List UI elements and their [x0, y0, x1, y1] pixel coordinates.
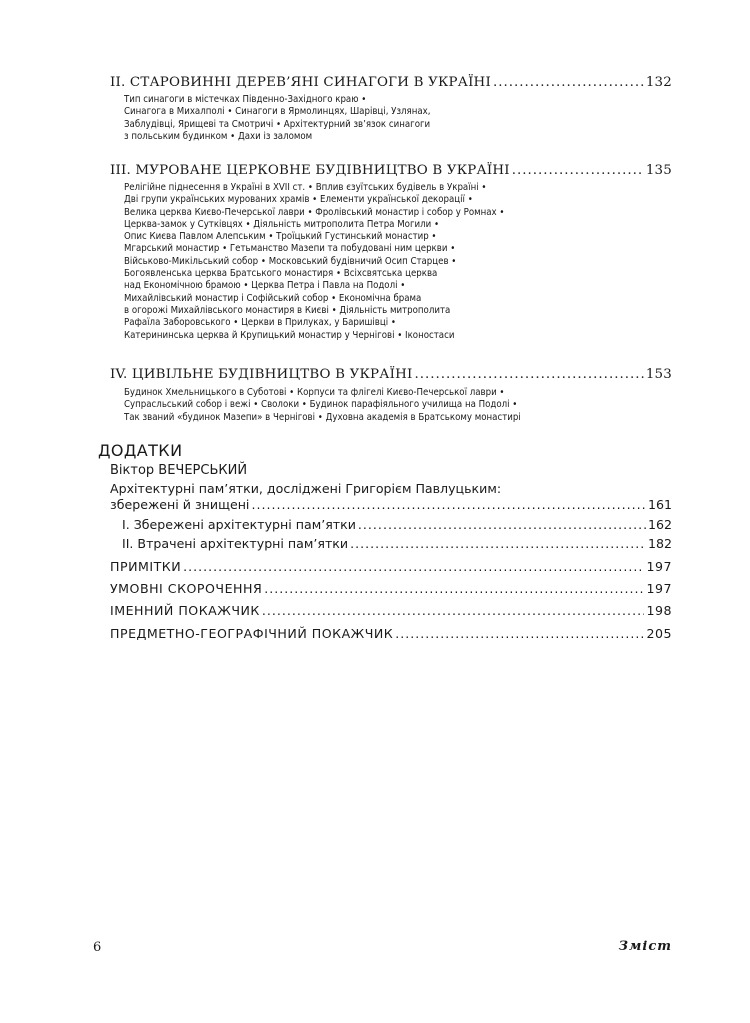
summary-line: Так званий «будинок Мазепи» в Чернігові • Духовна академія в Братському монастирі [124, 411, 521, 423]
summary-line: в огорожі Михайлівського монастиря в Києві • Діяльність митрополита [124, 304, 451, 316]
toc-section-4[interactable] [110, 367, 672, 382]
entry-title: ІМЕННИЙ ПОКАЖЧИК [110, 603, 260, 618]
summary-line: Військово-Микільський собор • Московський будівничий Осип Старцев • [124, 255, 457, 267]
running-title: Зміст [618, 939, 672, 954]
dot-leader [183, 559, 644, 574]
entry-page-number: 198 [646, 603, 672, 618]
summary-line: Тип синагоги в містечках Південно-Західного краю • [124, 94, 367, 105]
section-4-summary [124, 387, 684, 424]
entry-title: ПРЕДМЕТНО-ГЕОГРАФІЧНИЙ ПОКАЖЧИК [110, 626, 394, 641]
appendix-author: Віктор ВЕЧЕРСЬКИЙ [110, 463, 248, 478]
section-title: IV. ЦИВІЛЬНЕ БУДІВНИЦТВО В УКРАЇНІ [110, 367, 413, 382]
summary-line: Богоявленська церква Братського монастиря • Всіхсвятська церква [124, 268, 438, 280]
toc-notes[interactable] [110, 559, 672, 574]
section-3-summary [124, 182, 684, 342]
summary-line: Заблудівці, Ярищеві та Смотричі • Архітектурний зв’язок синагоги [124, 118, 431, 130]
dot-leader [395, 626, 644, 641]
summary-line: Мгарський монастир • Гетьманство Мазепи та побудовані ним церкви • [124, 243, 456, 255]
section-page-number: 153 [645, 367, 672, 382]
dot-leader [512, 163, 644, 178]
summary-line: Михайлівський монастир і Софійський собор • Економічна брама [124, 292, 422, 304]
dot-leader [262, 603, 645, 618]
summary-line: Дві групи українських мурованих храмів • Елементи української декорації • [124, 194, 473, 206]
summary-line: над Економічною брамою • Церква Петра і Павла на Подолі • [124, 280, 406, 292]
appendix-title-line1: Архітектурні пам’ятки, досліджені Григорієм Павлуцьким: [110, 481, 502, 496]
dot-leader [493, 75, 644, 90]
section-title: III. МУРОВАНЕ ЦЕРКОВНЕ БУДІВНИЦТВО В УКРАЇНІ [110, 163, 510, 178]
appendix-part-title: I. Збережені архітектурні пам’ятки [122, 517, 356, 532]
appendix-part-page: 182 [647, 536, 672, 551]
entry-page-number: 197 [646, 581, 672, 596]
summary-line: з польським будинком • Дахи із заломом [124, 130, 313, 142]
toc-appendix-part-2[interactable] [122, 536, 672, 551]
toc-subject-index[interactable] [110, 626, 672, 641]
dot-leader [358, 517, 646, 532]
appendix-part-title: II. Втрачені архітектурні пам’ятки [122, 536, 349, 551]
entry-page-number: 205 [646, 626, 672, 641]
entry-title: УМОВНІ СКОРОЧЕННЯ [110, 581, 263, 596]
summary-line: Церква-замок у Сутківцях • Діяльність митрополита Петра Могили • [124, 218, 440, 230]
summary-line: Супрасльський собор і вежі • Сволоки • Будинок парафіяльного училища на Подолі • [124, 399, 518, 411]
dot-leader [251, 497, 646, 512]
toc-section-2[interactable] [110, 75, 672, 90]
summary-line: Рафаїла Заборовського • Церкви в Прилуках, у Баришівці • [124, 317, 396, 329]
page-number: 6 [93, 940, 102, 955]
toc-appendix-main[interactable] [110, 497, 672, 512]
toc-abbreviations[interactable] [110, 581, 672, 596]
section-page-number: 135 [645, 163, 672, 178]
entry-page-number: 197 [646, 559, 672, 574]
summary-line: Будинок Хмельницького в Суботові • Корпуси та флігелі Києво-Печерської лаври • [124, 387, 505, 398]
dot-leader [350, 536, 646, 551]
appendix-title-line2: збережені й знищені [110, 497, 250, 512]
appendix-heading: ДОДАТКИ [98, 441, 183, 460]
toc-section-3[interactable] [110, 163, 672, 178]
summary-line: Синагога в Михалполі • Синагоги в Ярмолинцях, Шарівці, Узлянах, [124, 106, 431, 118]
dot-leader [264, 581, 644, 596]
appendix-page-number: 161 [647, 497, 672, 512]
appendix-part-page: 162 [647, 517, 672, 532]
section-page-number: 132 [645, 75, 672, 90]
dot-leader [414, 367, 643, 382]
entry-title: ПРИМІТКИ [110, 559, 182, 574]
toc-name-index[interactable] [110, 603, 672, 618]
summary-line: Опис Києва Павлом Алепським • Троїцький Густинський монастир • [124, 231, 437, 243]
section-2-summary [124, 94, 684, 143]
summary-line: Велика церква Києво-Печерської лаври • Фролівський монастир і собор у Ромнах • [124, 206, 505, 218]
summary-line: Релігійне піднесення в Україні в XVII ст. • Вплив єзуїтських будівель в Україні • [124, 182, 487, 193]
toc-appendix-part-1[interactable] [122, 517, 672, 532]
summary-line: Катерининська церква й Крупицький монастир у Чернігові • Іконостаси [124, 329, 455, 341]
section-title: II. СТАРОВИННІ ДЕРЕВ’ЯНІ СИНАГОГИ В УКРАЇНІ [110, 75, 491, 90]
